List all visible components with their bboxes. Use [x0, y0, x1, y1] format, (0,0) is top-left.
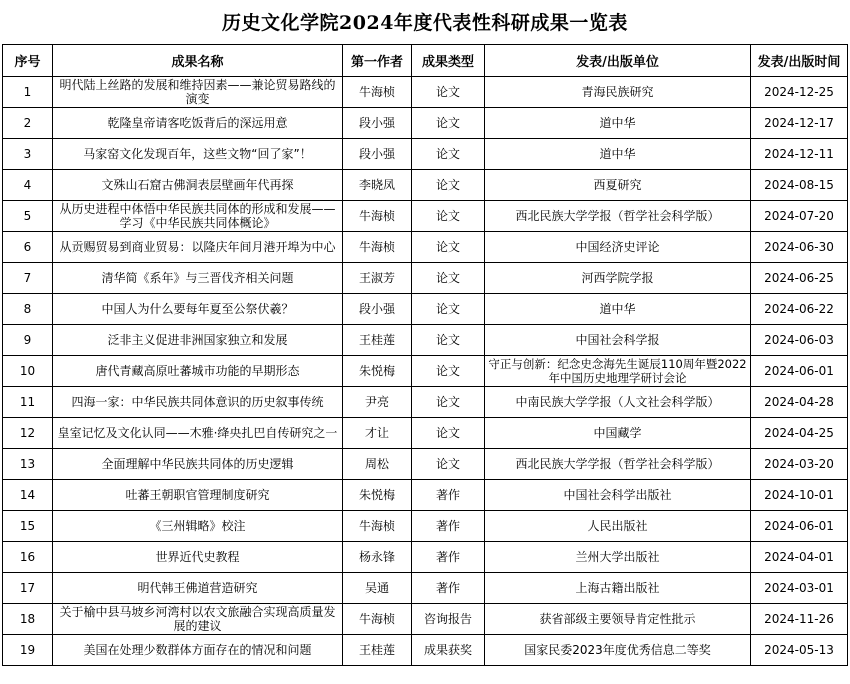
- cell-venue: 中国藏学: [485, 418, 751, 449]
- cell-title: 关于榆中县马坡乡河湾村以农文旅融合实现高质量发展的建议: [53, 604, 343, 635]
- cell-venue: 上海古籍出版社: [485, 573, 751, 604]
- cell-date: 2024-10-01: [751, 480, 848, 511]
- cell-type: 论文: [412, 108, 485, 139]
- cell-type: 论文: [412, 325, 485, 356]
- cell-author: 尹亮: [343, 387, 412, 418]
- cell-title: 皇室记忆及文化认同——木雅·绛央扎巴自传研究之一: [53, 418, 343, 449]
- cell-index: 16: [3, 542, 53, 573]
- header-date: 发表/出版时间: [751, 45, 848, 77]
- cell-venue: 中国社会科学报: [485, 325, 751, 356]
- cell-date: 2024-06-22: [751, 294, 848, 325]
- cell-title: 泛非主义促进非洲国家独立和发展: [53, 325, 343, 356]
- cell-index: 5: [3, 201, 53, 232]
- cell-title: 四海一家：中华民族共同体意识的历史叙事传统: [53, 387, 343, 418]
- cell-date: 2024-11-26: [751, 604, 848, 635]
- cell-index: 14: [3, 480, 53, 511]
- cell-index: 18: [3, 604, 53, 635]
- cell-title: 文殊山石窟古佛洞表层壁画年代再探: [53, 170, 343, 201]
- table-row: [3, 294, 848, 325]
- cell-title: 美国在处理少数群体方面存在的情况和问题: [53, 635, 343, 666]
- cell-date: 2024-06-25: [751, 263, 848, 294]
- table-row: [3, 449, 848, 480]
- header-title: 成果名称: [53, 45, 343, 77]
- cell-index: 4: [3, 170, 53, 201]
- cell-type: 论文: [412, 356, 485, 387]
- cell-venue: 获省部级主要领导肯定性批示: [485, 604, 751, 635]
- header-author: 第一作者: [343, 45, 412, 77]
- cell-title: 明代陆上丝路的发展和维持因素——兼论贸易路线的演变: [53, 77, 343, 108]
- cell-index: 6: [3, 232, 53, 263]
- header-row: [3, 45, 848, 77]
- cell-type: 著作: [412, 511, 485, 542]
- cell-title: 《三州辑略》校注: [53, 511, 343, 542]
- cell-index: 19: [3, 635, 53, 666]
- cell-venue: 西夏研究: [485, 170, 751, 201]
- cell-date: 2024-06-01: [751, 356, 848, 387]
- table-row: [3, 635, 848, 666]
- table-row: [3, 542, 848, 573]
- cell-index: 2: [3, 108, 53, 139]
- cell-venue: 中国社会科学出版社: [485, 480, 751, 511]
- cell-author: 牛海桢: [343, 511, 412, 542]
- cell-title: 清华简《系年》与三晋伐齐相关问题: [53, 263, 343, 294]
- cell-type: 著作: [412, 480, 485, 511]
- table-row: [3, 108, 848, 139]
- cell-index: 3: [3, 139, 53, 170]
- cell-date: 2024-03-01: [751, 573, 848, 604]
- cell-venue: 西北民族大学学报（哲学社会科学版）: [485, 201, 751, 232]
- cell-index: 17: [3, 573, 53, 604]
- cell-title: 明代韩王佛道营造研究: [53, 573, 343, 604]
- table-row: [3, 573, 848, 604]
- cell-date: 2024-04-25: [751, 418, 848, 449]
- cell-title: 全面理解中华民族共同体的历史逻辑: [53, 449, 343, 480]
- cell-type: 论文: [412, 232, 485, 263]
- cell-venue: 中国经济史评论: [485, 232, 751, 263]
- cell-title: 马家窑文化发现百年，这些文物“回了家”！: [53, 139, 343, 170]
- cell-author: 杨永锋: [343, 542, 412, 573]
- cell-title: 从历史进程中体悟中华民族共同体的形成和发展——学习《中华民族共同体概论》: [53, 201, 343, 232]
- table-row: [3, 170, 848, 201]
- cell-author: 王淑芳: [343, 263, 412, 294]
- cell-type: 论文: [412, 294, 485, 325]
- cell-type: 咨询报告: [412, 604, 485, 635]
- cell-index: 15: [3, 511, 53, 542]
- cell-author: 段小强: [343, 108, 412, 139]
- cell-type: 论文: [412, 418, 485, 449]
- cell-date: 2024-05-13: [751, 635, 848, 666]
- cell-title: 从贡赐贸易到商业贸易：以隆庆年间月港开埠为中心: [53, 232, 343, 263]
- page-title: 历史文化学院2024年度代表性科研成果一览表: [222, 12, 628, 34]
- cell-author: 牛海桢: [343, 77, 412, 108]
- cell-index: 8: [3, 294, 53, 325]
- cell-author: 牛海桢: [343, 232, 412, 263]
- cell-author: 才让: [343, 418, 412, 449]
- cell-date: 2024-06-03: [751, 325, 848, 356]
- cell-type: 论文: [412, 170, 485, 201]
- cell-venue: 西北民族大学学报（哲学社会科学版）: [485, 449, 751, 480]
- results-table: [2, 44, 848, 666]
- cell-index: 9: [3, 325, 53, 356]
- cell-venue: 道中华: [485, 139, 751, 170]
- table-row: [3, 511, 848, 542]
- cell-venue: 人民出版社: [485, 511, 751, 542]
- cell-date: 2024-04-28: [751, 387, 848, 418]
- cell-date: 2024-03-20: [751, 449, 848, 480]
- cell-type: 论文: [412, 449, 485, 480]
- cell-index: 7: [3, 263, 53, 294]
- cell-venue: 道中华: [485, 294, 751, 325]
- cell-date: 2024-06-01: [751, 511, 848, 542]
- cell-title: 世界近代史教程: [53, 542, 343, 573]
- cell-index: 11: [3, 387, 53, 418]
- cell-type: 论文: [412, 263, 485, 294]
- cell-venue: 兰州大学出版社: [485, 542, 751, 573]
- cell-author: 牛海桢: [343, 604, 412, 635]
- cell-title: 中国人为什么要每年夏至公祭伏羲？: [53, 294, 343, 325]
- cell-type: 论文: [412, 77, 485, 108]
- cell-author: 李晓凤: [343, 170, 412, 201]
- cell-date: 2024-07-20: [751, 201, 848, 232]
- cell-author: 吴通: [343, 573, 412, 604]
- table-row: [3, 139, 848, 170]
- header-type: 成果类型: [412, 45, 485, 77]
- cell-author: 朱悦梅: [343, 356, 412, 387]
- header-venue: 发表/出版单位: [485, 45, 751, 77]
- cell-author: 段小强: [343, 139, 412, 170]
- table-row: [3, 604, 848, 635]
- table-row: [3, 325, 848, 356]
- cell-index: 12: [3, 418, 53, 449]
- table-row: [3, 387, 848, 418]
- cell-date: 2024-06-30: [751, 232, 848, 263]
- cell-type: 论文: [412, 387, 485, 418]
- table-row: [3, 201, 848, 232]
- table-row: [3, 263, 848, 294]
- cell-title: 乾隆皇帝请客吃饭背后的深远用意: [53, 108, 343, 139]
- cell-date: 2024-12-17: [751, 108, 848, 139]
- cell-author: 周松: [343, 449, 412, 480]
- cell-date: 2024-12-11: [751, 139, 848, 170]
- cell-author: 王桂莲: [343, 325, 412, 356]
- cell-type: 论文: [412, 139, 485, 170]
- cell-type: 论文: [412, 201, 485, 232]
- cell-index: 10: [3, 356, 53, 387]
- cell-type: 成果获奖: [412, 635, 485, 666]
- cell-venue: 青海民族研究: [485, 77, 751, 108]
- table-row: [3, 232, 848, 263]
- cell-type: 著作: [412, 573, 485, 604]
- cell-venue: 守正与创新：纪念史念海先生诞辰110周年暨2022年中国历史地理学研讨会论: [485, 356, 751, 387]
- cell-author: 牛海桢: [343, 201, 412, 232]
- cell-index: 1: [3, 77, 53, 108]
- cell-date: 2024-04-01: [751, 542, 848, 573]
- cell-author: 王桂莲: [343, 635, 412, 666]
- cell-venue: 河西学院学报: [485, 263, 751, 294]
- cell-title: 吐蕃王朝职官管理制度研究: [53, 480, 343, 511]
- cell-venue: 国家民委2023年度优秀信息二等奖: [485, 635, 751, 666]
- cell-title: 唐代青藏高原吐蕃城市功能的早期形态: [53, 356, 343, 387]
- table-row: [3, 418, 848, 449]
- cell-venue: 道中华: [485, 108, 751, 139]
- cell-author: 段小强: [343, 294, 412, 325]
- cell-date: 2024-08-15: [751, 170, 848, 201]
- cell-date: 2024-12-25: [751, 77, 848, 108]
- table-row: [3, 480, 848, 511]
- header-index: 序号: [3, 45, 53, 77]
- cell-type: 著作: [412, 542, 485, 573]
- cell-venue: 中南民族大学学报（人文社会科学版）: [485, 387, 751, 418]
- table-row: [3, 77, 848, 108]
- table-row: [3, 356, 848, 387]
- cell-index: 13: [3, 449, 53, 480]
- cell-author: 朱悦梅: [343, 480, 412, 511]
